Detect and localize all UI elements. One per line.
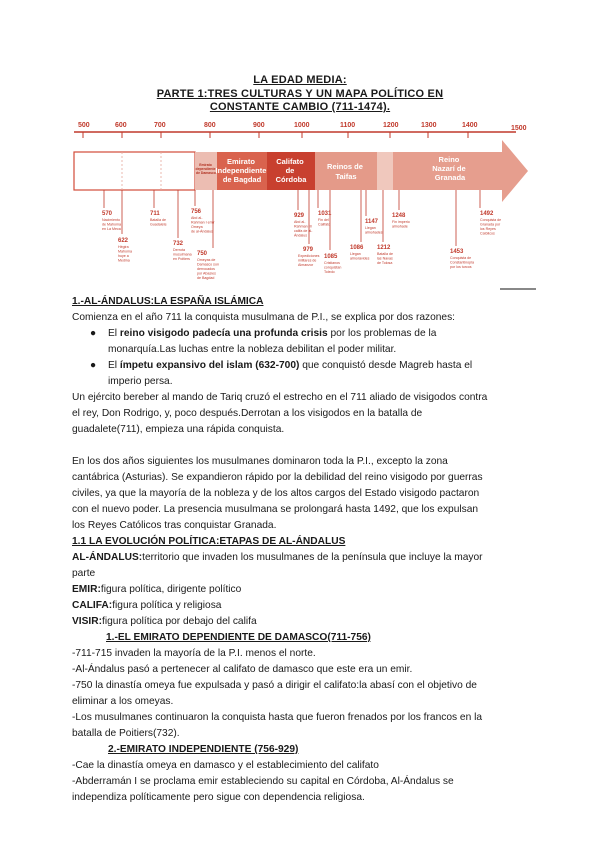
event-year: 1086: [350, 245, 364, 251]
segment-label: Reino: [438, 155, 460, 164]
event-text: Conquista de Constantinopla por los turcos: [450, 256, 474, 269]
year-label: 1000: [294, 122, 310, 129]
event-text: Expediciones militares de Almanzor: [298, 254, 320, 267]
segment-label: Nazarí de: [432, 164, 466, 173]
paragraph: Comienza en el año 711 la conquista musulmana de P.I., se explica por dos razones:: [72, 312, 456, 323]
line: -Cae la dinastía omeya en damasco y el establecimiento del califato: [72, 760, 379, 771]
line: -750 la dinastía omeya fue expulsada y pasó a dirigir el califato:la abasí con el objetivo de: [72, 680, 477, 691]
definition: EMIR:figura política, dirigente político: [72, 584, 242, 595]
line: independiza políticamente pero sigue con dependencia religiosa.: [72, 792, 365, 803]
line: -Abderramán I se proclama emir estableciendo su capital en Córdoba, Al-Ándalus se: [72, 776, 454, 787]
segment-gap: [377, 152, 393, 190]
year-label: 600: [115, 122, 127, 129]
event-year: 570: [102, 211, 113, 217]
paragraph-conquest: En los dos años siguientes los musulmanes dominaron toda la P.I., excepto la zona cantábrica (Asturias). Se expandieron rápido por la debilidad del reino visigodo por guerras civiles, ya que la mayoría de la nobleza y de los altos cargos del Estado visigodo pactaron con el nuevo poder. La presencia musulmana se prolongará hasta 1492, que los expulsan los Reyes Católicos tras conquistar Granada.: [72, 456, 483, 531]
event-year: 711: [150, 211, 160, 217]
event-text: Nacimiento de Mahoma en La Meca: [102, 218, 121, 231]
event-text: Batalla de las Navas de Tolosa: [377, 252, 393, 265]
part-subtitle: CONSTANTE CAMBIO (711-1474).: [209, 101, 391, 113]
event-text: Omeyas de Damasco son derrocados por Abasíes de Bagdad: [197, 258, 219, 280]
page-title: LA EDAD MEDIA:: [253, 74, 347, 86]
segment-label: Califato: [276, 157, 304, 166]
line: -Al-Ándalus pasó a pertenecer al califato de damasco que este era un emir.: [72, 664, 413, 675]
event-year: 750: [197, 251, 208, 257]
event-text: Fin del Califato: [318, 218, 331, 227]
list-item-cont: monarquía.Las luchas entre la nobleza debilitan el poder militar.: [108, 344, 397, 355]
year-label: 900: [253, 122, 265, 129]
year-label: 1400: [462, 122, 478, 129]
event-year: 1147: [365, 219, 379, 225]
event-year: 1085: [324, 254, 338, 260]
segment-label: Granada: [434, 173, 466, 182]
line: batalla de Poitiers(732).: [72, 728, 180, 739]
segment-label: de: [285, 166, 295, 175]
list-item-cont: imperio persa.: [108, 376, 173, 387]
year-label: 700: [154, 122, 166, 129]
segment-label: Emirato: [226, 157, 255, 166]
section-heading: 1.-AL-ÁNDALUS:LA ESPAÑA ISLÁMICA: [72, 296, 264, 307]
line: eliminar a los omeyas.: [72, 696, 174, 707]
svg-text:Emirato dependiente: Emirato dependiente de Damasco: [195, 163, 216, 175]
event-text: Cristianos conquistan Toledo: [324, 261, 342, 274]
event-text: Abd al-Rahman III califa de al-Ándalus: [294, 220, 313, 238]
event-text: Batalla de Guadalete: [150, 218, 167, 227]
subsection-heading: 1.-EL EMIRATO DEPENDIENTE DE DAMASCO(711-756): [106, 632, 371, 643]
event-text: Fin imperio almohade: [392, 220, 410, 229]
figure-credit-mark: [500, 288, 536, 290]
section-1: [72, 294, 532, 326]
event-year: 732: [173, 241, 184, 247]
definition-cont: parte: [72, 568, 96, 579]
section-1-1: [72, 534, 532, 806]
segment-label: Taifas: [335, 172, 357, 181]
subsection-heading: 2.-EMIRATO INDEPENDIENTE (756-929): [108, 744, 299, 755]
event-year: 1031: [318, 211, 332, 217]
event-year: 1453: [450, 249, 464, 255]
event-text: Conquista de Granada por los Reyes Católicos: [480, 218, 502, 236]
event-year: 622: [118, 238, 129, 244]
event-text: Abd al-Rahman I emir Omeya de al-Ándalus: [191, 216, 215, 234]
year-label: 1200: [383, 122, 399, 129]
line: -711-715 invaden la mayoría de la P.I. menos el norte.: [72, 648, 316, 659]
timeline-empty-segment: [74, 152, 195, 190]
event-text: Llegan almorávides: [350, 252, 370, 261]
year-label: 800: [204, 122, 216, 129]
part-title: PARTE 1:TRES CULTURAS Y UN MAPA POLÍTICO EN: [156, 88, 444, 100]
line: -Los musulmanes continuaron la conquista hasta que fueron frenados por los francos en la: [72, 712, 483, 723]
event-year: 1492: [480, 211, 494, 217]
event-year: 1248: [392, 213, 406, 219]
segment-label: de Bagdad: [222, 175, 262, 184]
segment-taifas: [315, 152, 377, 190]
event-year: 979: [303, 247, 314, 253]
segment-label: Córdoba: [275, 175, 307, 184]
event-text: Hégira Mahoma huye a Medina: [118, 245, 132, 263]
event-year: 1212: [377, 245, 391, 251]
year-label: 1500: [511, 125, 527, 132]
year-label: 1300: [421, 122, 437, 129]
segment-label: Reinos de: [327, 162, 363, 171]
definition: CALIFA:figura política y religiosa: [72, 600, 222, 611]
reasons-list: [90, 326, 520, 390]
timeline-figure: [70, 118, 540, 292]
definition: VISIR:figura política por debajo del califa: [72, 616, 257, 627]
event-text: Llegan almohades: [365, 226, 383, 235]
event-text: Derrota musulmana en Poitiers: [173, 248, 192, 261]
paragraph-tariq: Un ejército bereber al mando de Tariq cruzó el estrecho en el 711 aliado de visigodos contra el rey, Don Rodrigo, y, poco después.Derrotan a los visigodos en la batalla de guadalete(711), empieza una rápida conquista.: [72, 392, 488, 435]
year-label: 500: [78, 122, 90, 129]
list-item: ● El reino visigodo padecía una profunda crisis por los problemas de la: [90, 328, 437, 339]
definition: AL-ÁNDALUS:territorio que invaden los musulmanes de la península que incluye la mayor: [72, 552, 483, 563]
segment-label: Independiente: [215, 166, 267, 175]
section-heading: 1.1 LA EVOLUCIÓN POLÍTICA:ETAPAS DE AL-ÁNDALUS: [72, 536, 346, 547]
year-label: 1100: [340, 122, 356, 129]
event-year: 929: [294, 213, 305, 219]
list-item: ● El ímpetu expansivo del islam (632-700) que conquistó desde Magreb hasta el: [90, 360, 473, 371]
event-year: 756: [191, 209, 202, 215]
